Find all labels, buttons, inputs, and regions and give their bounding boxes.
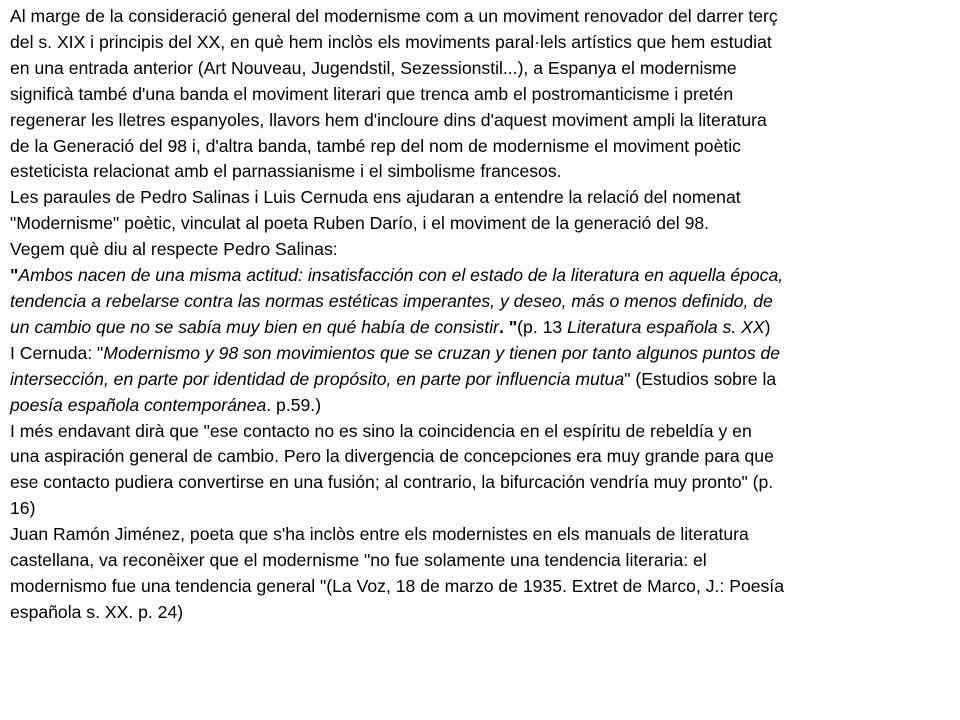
quote-line [10,367,956,393]
quote-line [10,315,956,341]
quote-text: intersección, en parte por identidad de propósito, en parte por influencia mutua [10,368,625,389]
text-line: española s. XX. p. 24) [10,601,184,622]
quote-text: Ambos nacen de una misma actitud: insatisfacción con el estado de la literatura en aquella época, [18,265,784,286]
text-line: Vegem què diu al respecte Pedro Salinas: [10,239,338,260]
text-line: de la Generació del 98 i, d'altra banda, també rep del nom de modernisme el moviment poètic [10,135,741,156]
text-line: castellana, va reconèixer que el modernisme "no fue solamente una tendencia literaria: el [10,550,707,571]
text-line: del s. XIX i principis del XX, en què hem inclòs els moviments paral·lels artístics que hem estudiat [10,31,772,52]
citation-text: ) [764,316,771,337]
quote-text: tendencia a rebelarse contra las normas estéticas imperantes, y deseo, más o menos definido, de [10,290,773,311]
quote-mark: . " [499,316,518,337]
quote-line [10,289,956,315]
text-line: modernismo fue una tendencia general "(La Voz, 18 de marzo de 1935. Extret de Marco, J.: Poesía [10,575,784,596]
quote-line [10,341,956,367]
document-body [10,4,956,626]
quote-line [10,263,956,289]
quote-text: Modernismo y 98 son movimientos que se cruzan y tienen por tanto algunos puntos de [103,342,781,363]
text-line: 16) [10,498,36,519]
citation-text: (p. 13 [517,316,568,337]
text-line: Les paraules de Pedro Salinas i Luis Cernuda ens ajudaran a entendre la relació del nomenat [10,187,741,208]
quote-intro: I Cernuda: " [10,342,104,363]
quote-line [10,393,956,419]
text-line: regenerar les lletres espanyoles, llavors hem d'incloure dins d'aquest moviment ampli la literatura [10,109,767,130]
quote-mark: " [10,265,19,286]
text-line: I més endavant dirà que "ese contacto no es sino la coincidencia en el espíritu de rebeldía y en [10,420,752,441]
text-line: esteticista relacionat amb el parnassianisme i el simbolisme francesos. [10,161,562,182]
citation-title: Literatura española s. XX [567,316,765,337]
citation-text: . p.59.) [266,394,322,415]
text-line: una aspiración general de cambio. Pero la divergencia de concepciones era muy grande para que [10,446,774,467]
citation-title: poesía española contemporánea [10,394,267,415]
text-line: Juan Ramón Jiménez, poeta que s'ha inclòs entre els modernistes en els manuals de literatura [10,524,749,545]
text-line: en una entrada anterior (Art Nouveau, Jugendstil, Sezessionstil...), a Espanya el modernisme [10,57,737,78]
citation-text: " (Estudios sobre la [624,368,777,389]
text-line: "Modernisme" poètic, vinculat al poeta Ruben Darío, i el moviment de la generació del 98. [10,213,710,234]
quote-text: un cambio que no se sabía muy bien en qué había de consistir [10,316,500,337]
text-line: significà també d'una banda el moviment literari que trenca amb el postromanticisme i pretén [10,83,734,104]
text-line: ese contacto pudiera convertirse en una fusión; al contrario, la bifurcación vendría muy pronto" (p. [10,472,774,493]
text-line: Al marge de la consideració general del modernisme com a un moviment renovador del darrer terç [10,6,778,26]
